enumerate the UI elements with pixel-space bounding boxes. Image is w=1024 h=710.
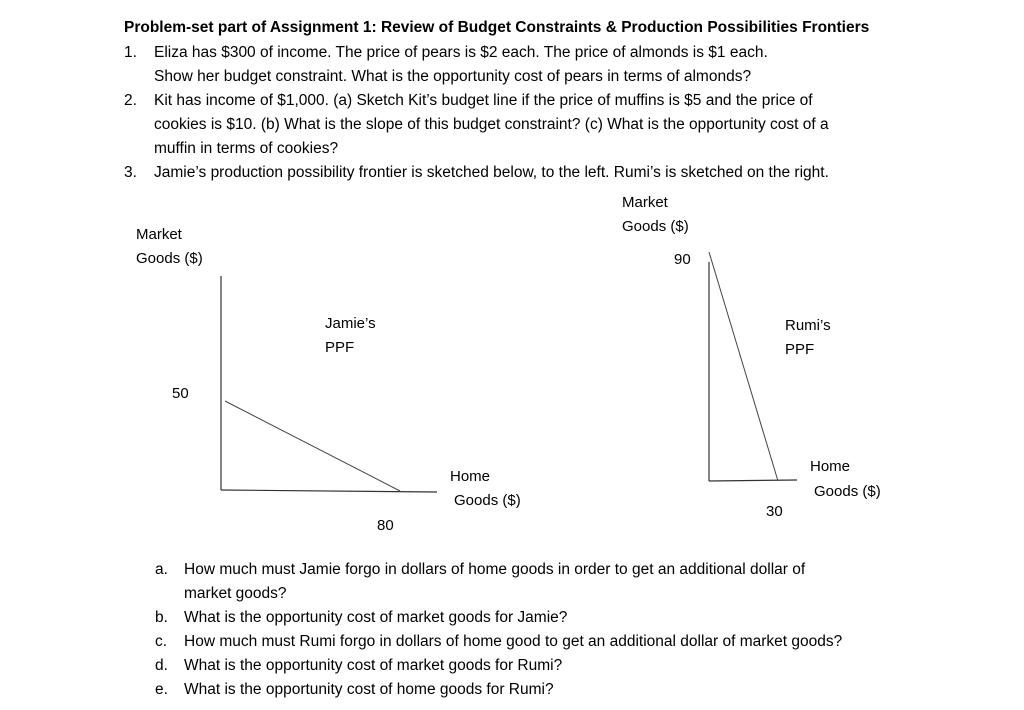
- question-1-number: 1.: [124, 44, 137, 61]
- jamie-y-intercept: 50: [172, 385, 189, 402]
- jamie-x-intercept: 80: [377, 517, 394, 534]
- question-2-line-2: cookies is $10. (b) What is the slope of this budget constraint? (c) What is the opportunity cost of a: [154, 116, 829, 133]
- question-1-line-2: Show her budget constraint. What is the opportunity cost of pears in terms of almonds?: [154, 68, 752, 85]
- rumi-x-intercept: 30: [766, 503, 783, 520]
- subquestion-a-line-2: market goods?: [184, 585, 287, 602]
- subquestion-d-line-1: What is the opportunity cost of market goods for Rumi?: [184, 657, 563, 674]
- subquestion-c-letter: c.: [155, 633, 168, 650]
- subquestion-b-line-1: What is the opportunity cost of market goods for Jamie?: [184, 609, 568, 626]
- rumi-ppf-label-line-2: PPF: [785, 341, 815, 358]
- rumi-y-intercept: 90: [674, 251, 691, 268]
- rumi-x-axis: [709, 480, 797, 481]
- question-3-number: 3.: [124, 164, 137, 181]
- question-2-line-1: Kit has income of $1,000. (a) Sketch Kit’s budget line if the price of muffins is $5 and the price of: [154, 92, 813, 109]
- question-2-number: 2.: [124, 92, 137, 109]
- jamie-ppf-line: [225, 401, 400, 491]
- rumi-y-axis-label-line-2: Goods ($): [622, 218, 689, 235]
- jamie-y-axis-label-line-2: Goods ($): [136, 250, 203, 267]
- rumi-ppf-graph: [709, 252, 797, 481]
- subquestion-e-line-1: What is the opportunity cost of home goods for Rumi?: [184, 681, 554, 698]
- subquestion-e-letter: e.: [155, 681, 168, 698]
- rumi-x-axis-label-line-2: Goods ($): [814, 483, 881, 500]
- jamie-y-axis-label-line-1: Market: [136, 226, 182, 243]
- question-1-line-1: Eliza has $300 of income. The price of pears is $2 each. The price of almonds is $1 each.: [154, 44, 768, 61]
- jamie-x-axis: [221, 490, 437, 492]
- subquestion-b-letter: b.: [155, 609, 168, 626]
- document-title: Problem-set part of Assignment 1: Review of Budget Constraints & Production Possibilities Frontiers: [124, 19, 870, 36]
- rumi-y-axis-label-line-1: Market: [622, 194, 668, 211]
- question-3-line-1: Jamie’s production possibility frontier is sketched below, to the left. Rumi’s is sketched on the right.: [154, 164, 829, 181]
- subquestion-c-line-1: How much must Rumi forgo in dollars of home good to get an additional dollar of market goods?: [184, 633, 843, 650]
- subquestion-a-letter: a.: [155, 561, 168, 578]
- rumi-ppf-label-line-1: Rumi’s: [785, 317, 831, 334]
- jamie-ppf-label-line-2: PPF: [325, 339, 355, 356]
- jamie-x-axis-label-line-2: Goods ($): [454, 492, 521, 509]
- subquestion-d-letter: d.: [155, 657, 168, 674]
- question-2-line-3: muffin in terms of cookies?: [154, 140, 339, 157]
- jamie-ppf-label-line-1: Jamie’s: [325, 315, 376, 332]
- subquestion-a-line-1: How much must Jamie forgo in dollars of home goods in order to get an additional dollar of: [184, 561, 806, 578]
- rumi-ppf-line: [709, 252, 778, 481]
- jamie-ppf-graph: [221, 276, 437, 492]
- jamie-x-axis-label-line-1: Home: [450, 468, 491, 485]
- rumi-x-axis-label-line-1: Home: [810, 458, 851, 475]
